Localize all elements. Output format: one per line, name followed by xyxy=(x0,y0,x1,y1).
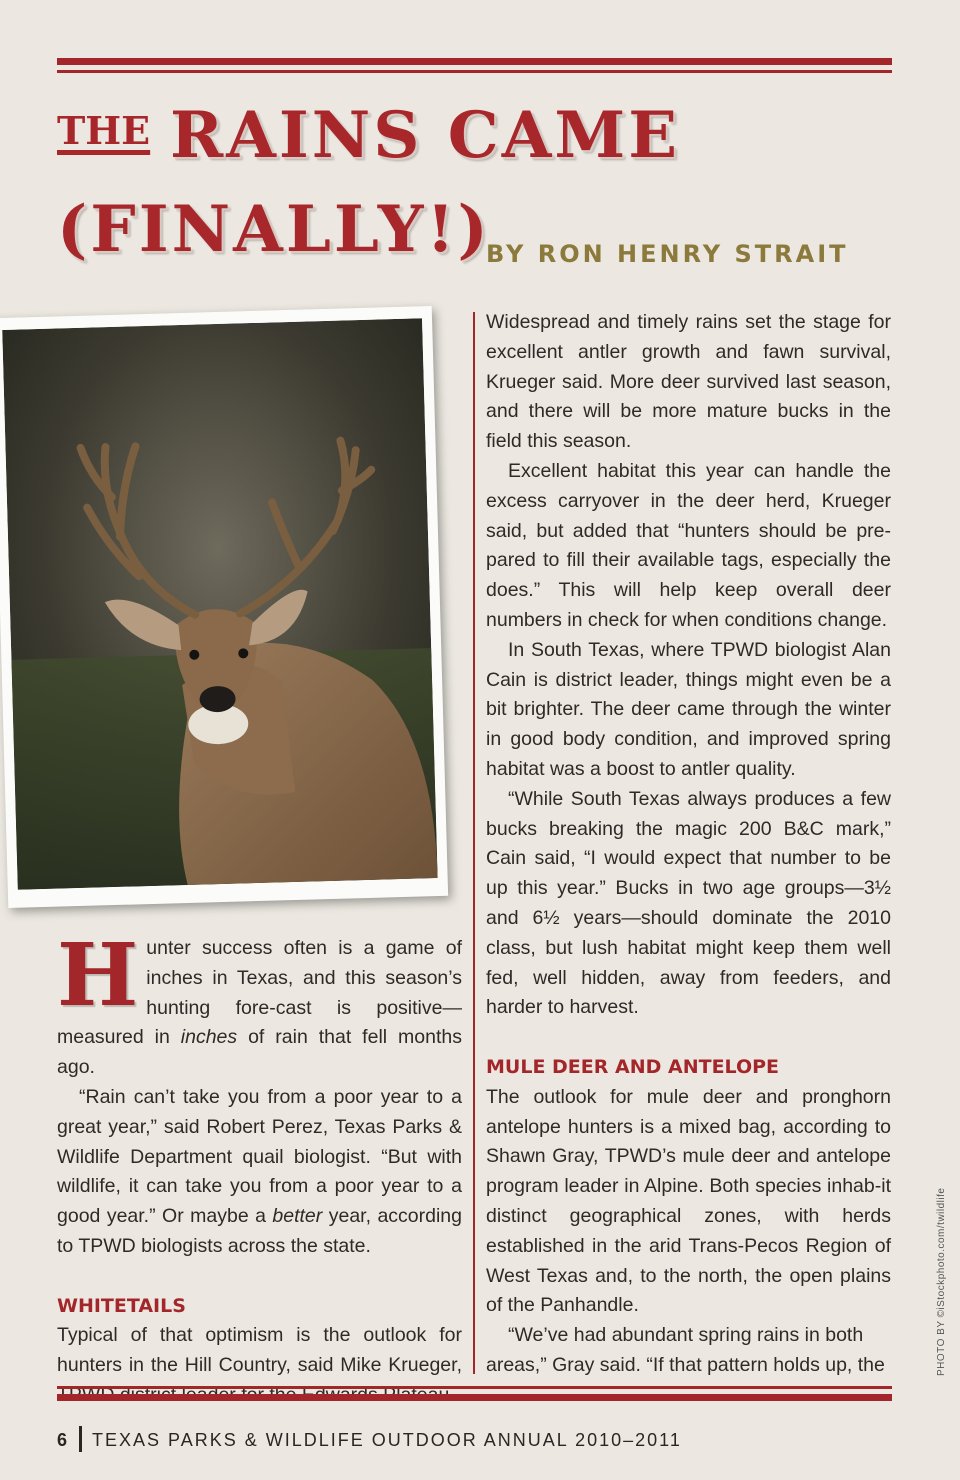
bottom-rule-thin xyxy=(57,1386,892,1389)
title-line-2: (FINALLY!) xyxy=(57,192,491,267)
intro-paragraph: Hunter success often is a game of inches in Texas, and this season’s hunting fore-cast is positive—measured in inches of rain that fell months ago. xyxy=(57,925,462,1079)
bottom-rule-thick xyxy=(57,1394,892,1401)
top-rule-thick xyxy=(57,58,892,65)
quote-paragraph: “Rain can’t take you from a poor year to a great year,” said Robert Perez, Texas Parks & Wildlife Department quail biologist. “But with wildlife, it can take you from a poor year to a good year.” Or maybe a better year, according to TPWD biologists across the state. xyxy=(57,1085,462,1257)
title-the: THE xyxy=(57,108,151,153)
body-paragraph-6: “We’ve had abundant spring rains in both areas,” Gray said. “If that pattern holds up, the xyxy=(486,1324,885,1376)
publication-name: TEXAS PARKS & WILDLIFE OUTDOOR ANNUAL 2010–2011 xyxy=(92,1429,682,1450)
byline: BY RON HENRY STRAIT xyxy=(486,240,849,268)
title-line-1: RAINS CAME xyxy=(170,98,680,173)
body-paragraph-2: Excellent habitat this year can handle the excess carryover in the deer herd, Krueger said, but added that “hunters should be pre-pared to fill their available tags, especially the does.” This will help keep overall deer numbers in check for when conditions change. xyxy=(486,459,891,631)
whitetail-buck-image xyxy=(2,318,437,890)
body-paragraph-5: The outlook for mule deer and pronghorn antelope hunters is a mixed bag, according to Shawn Gray, TPWD’s mule deer and antelope program leader in Alpine. Both species inhab-it distinct geographical zones, with herds established in the arid Trans-Pecos Region of West Texas and, to the north, the open plains of the Panhandle. xyxy=(486,1085,891,1317)
footer-separator xyxy=(79,1426,82,1452)
section-heading-whitetails: WHITETAILS xyxy=(57,1294,186,1317)
page-number: 6 xyxy=(57,1429,70,1450)
deer-photo xyxy=(0,306,448,908)
left-column xyxy=(57,925,462,1411)
body-paragraph-1: Widespread and timely rains set the stage for excellent antler growth and fawn survival, Krueger said. More deer survived last season, and there will be more mature bucks in the field this season. xyxy=(486,311,891,453)
body-paragraph-4: “While South Texas always produces a few bucks breaking the magic 200 B&C mark,” Cain said, “I would expect that number to be up this year.” Bucks in two age groups—3½ and 6½ years—should dominate the 2010 class, but lush habitat might keep them well fed, well hidden, away from feeders, and harder to harvest. xyxy=(486,787,891,1019)
right-column xyxy=(486,308,891,1381)
photo-credit: PHOTO BY ©iStockphoto.com/twildlife xyxy=(936,1187,947,1376)
whitetails-paragraph: Typical of that optimism is the outlook for hunters in the Hill Country, said Mike Krueger, xyxy=(57,1324,462,1377)
page-footer xyxy=(57,1426,682,1456)
drop-cap: H xyxy=(57,925,139,1026)
section-heading-mule-deer: MULE DEER AND ANTELOPE xyxy=(486,1055,780,1078)
body-paragraph-3: In South Texas, where TPWD biologist Alan Cain is district leader, things might even be a bit brighter. The deer came through the winter in good body condition, and improved spring habitat was a boost to antler quality. xyxy=(486,638,891,780)
column-divider xyxy=(473,312,475,1374)
top-rule-thin xyxy=(57,70,892,73)
